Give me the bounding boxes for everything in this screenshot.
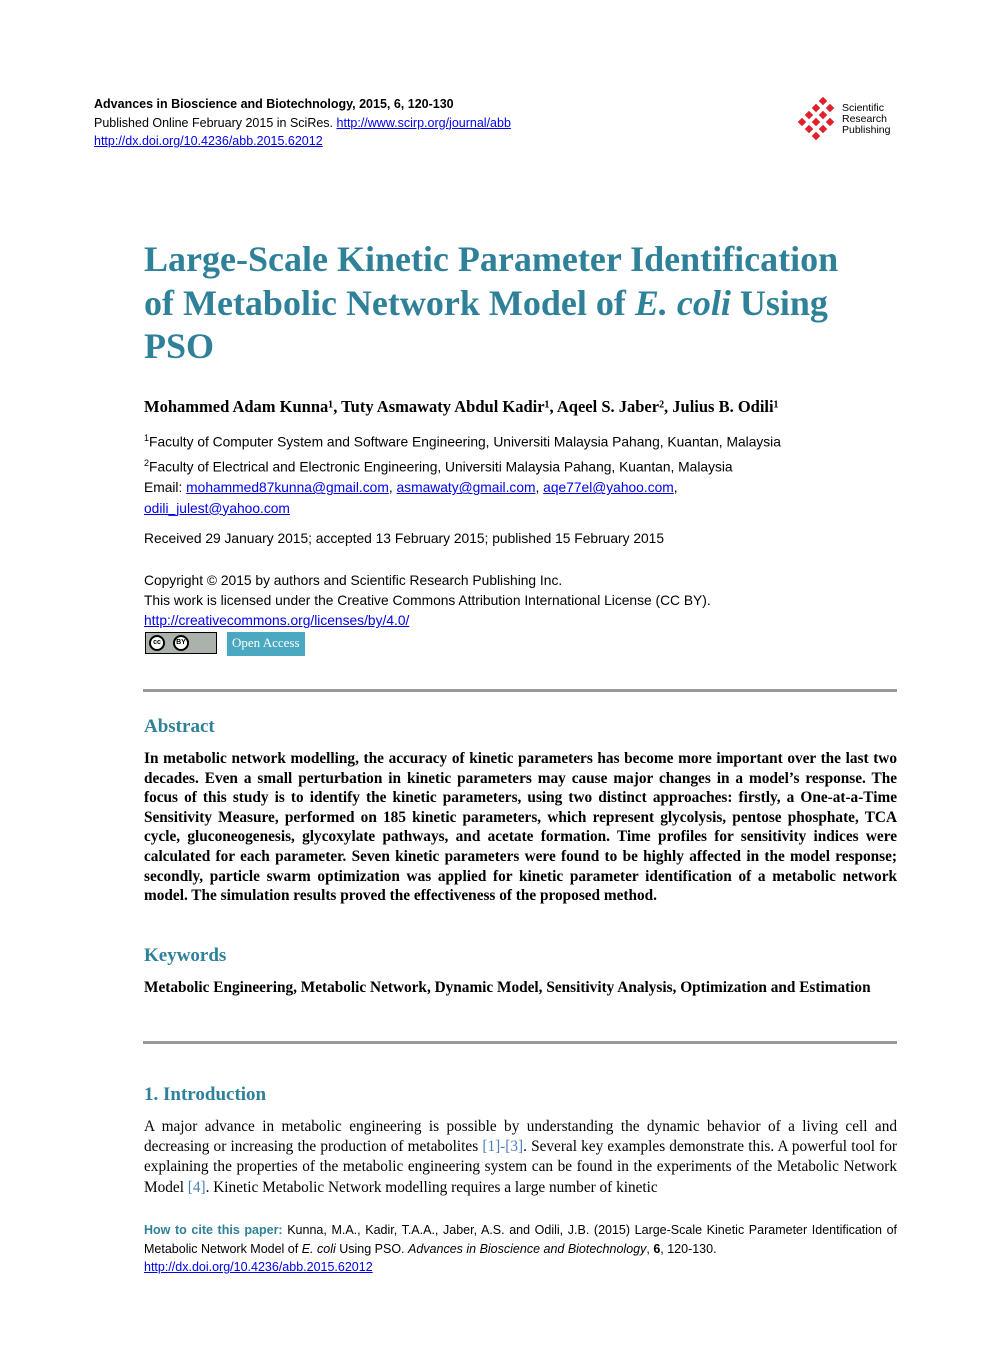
- reference-link[interactable]: [4]: [187, 1178, 206, 1196]
- published-text: Published Online February 2015 in SciRes.: [94, 115, 334, 130]
- reference-link[interactable]: [1]-[3]: [482, 1138, 524, 1156]
- authors: Mohammed Adam Kunna¹, Tuty Asmawaty Abdul Kadir¹, Aqeel S. Jaber², Julius B. Odili¹: [144, 397, 779, 416]
- introduction-heading: 1. Introduction: [144, 1084, 267, 1105]
- journal-citation: Advances in Bioscience and Biotechnology, 2015, 6, 120-130: [94, 97, 454, 111]
- logo-text-1: Scientific: [842, 101, 885, 114]
- attribution-icon: BY: [173, 635, 189, 651]
- logo-text-2: Research: [842, 112, 887, 125]
- license-badges: [145, 632, 305, 656]
- email-line: Email: mohammed87kunna@gmail.com, asmawaty@gmail.com, aqe77el@yahoo.com,: [144, 480, 678, 496]
- introduction-text: A major advance in metabolic engineering is possible by understanding the dynamic behavior of a living cell and decreasing or increasing the production of metabolites [1]-[3]. Several key examples demonstrate this. A powerful tool for explaining the properties of the metabolic engineering system can be found in the experiments of the Metabolic Network Model [4]. Kinetic Metabolic Network modelling requires a large number of kinetic: [144, 1118, 897, 1196]
- affiliation-2: $^2$Faculty of Electrical and Electronic Engineering, Universiti Malaysia Pahang, Kuantan, Malaysia: [144, 458, 733, 475]
- citation-doi-link[interactable]: http://dx.doi.org/10.4236/abb.2015.62012: [144, 1260, 373, 1274]
- cc-by-badge[interactable]: [145, 632, 217, 654]
- keywords-heading: Keywords: [144, 945, 227, 966]
- open-access-badge: Open Access: [227, 632, 305, 656]
- logo-text-3: Publishing: [842, 123, 891, 136]
- license-line: This work is licensed under the Creative Commons Attribution International License (CC BY).: [144, 593, 711, 608]
- divider: [143, 689, 897, 692]
- doi-link[interactable]: http://dx.doi.org/10.4236/abb.2015.62012: [94, 134, 323, 148]
- keywords-text: Metabolic Engineering, Metabolic Network, Dynamic Model, Sensitivity Analysis, Optimization and Estimation: [144, 979, 871, 996]
- scirp-logo: [798, 97, 890, 141]
- email-link[interactable]: mohammed87kunna@gmail.com: [186, 480, 389, 496]
- cc-icon: cc: [149, 635, 165, 651]
- abstract-text: In metabolic network modelling, the accuracy of kinetic parameters has become more important over the last two decades. Even a small perturbation in kinetic parameters may cause major changes in a model’s response. The focus of this study is to identify the kinetic parameters, using two distinct approaches: firstly, a One-at-a-Time Sensitivity Measure, performed on 185 kinetic parameters, which represent glycolysis, pentose phosphate, TCA cycle, gluconeogenesis, glycoxylate pathways, and acetate formation. Time profiles for sensitivity indices were calculated for each parameter. Seven kinetic parameters were found to be highly affected in the model response; secondly, particle swarm optimization was applied for kinetic parameter identification of a metabolic network model. The simulation results proved the effectiveness of the proposed method.: [144, 750, 897, 905]
- divider: [143, 1041, 897, 1044]
- copyright: [144, 571, 711, 631]
- publication-dates: Received 29 January 2015; accepted 13 February 2015; published 15 February 2015: [144, 531, 665, 546]
- email-link[interactable]: asmawaty@gmail.com: [396, 480, 536, 496]
- paper-title: Large-Scale Kinetic Parameter Identification of Metabolic Network Model of E. coli Using PSO: [144, 239, 839, 366]
- email-link[interactable]: odili_julest@yahoo.com: [144, 500, 290, 516]
- affiliation-1: $^1$Faculty of Computer System and Software Engineering, Universiti Malaysia Pahang, Kuantan, Malaysia: [144, 433, 781, 450]
- diamond-cluster-icon: [798, 97, 838, 141]
- email-link[interactable]: aqe77el@yahoo.com: [543, 480, 674, 496]
- abstract-heading: Abstract: [144, 716, 215, 737]
- how-to-cite: How to cite this paper: Kunna, M.A., Kadir, T.A.A., Jaber, A.S. and Odili, J.B. (2015) Large-Scale Kinetic Parameter Identification of Metabolic Network Model of E. coli Using PSO. Advances in Bioscience and Biotechnology, 6, 120-130. http://dx.doi.org/10.4236/abb.2015.62012: [144, 1223, 897, 1274]
- journal-link[interactable]: http://www.scirp.org/journal/abb: [336, 115, 511, 130]
- journal-header: [94, 95, 511, 151]
- license-link[interactable]: http://creativecommons.org/licenses/by/4.0/: [144, 613, 410, 628]
- affiliations: [144, 428, 781, 519]
- copyright-line: Copyright © 2015 by authors and Scientific Research Publishing Inc.: [144, 573, 563, 588]
